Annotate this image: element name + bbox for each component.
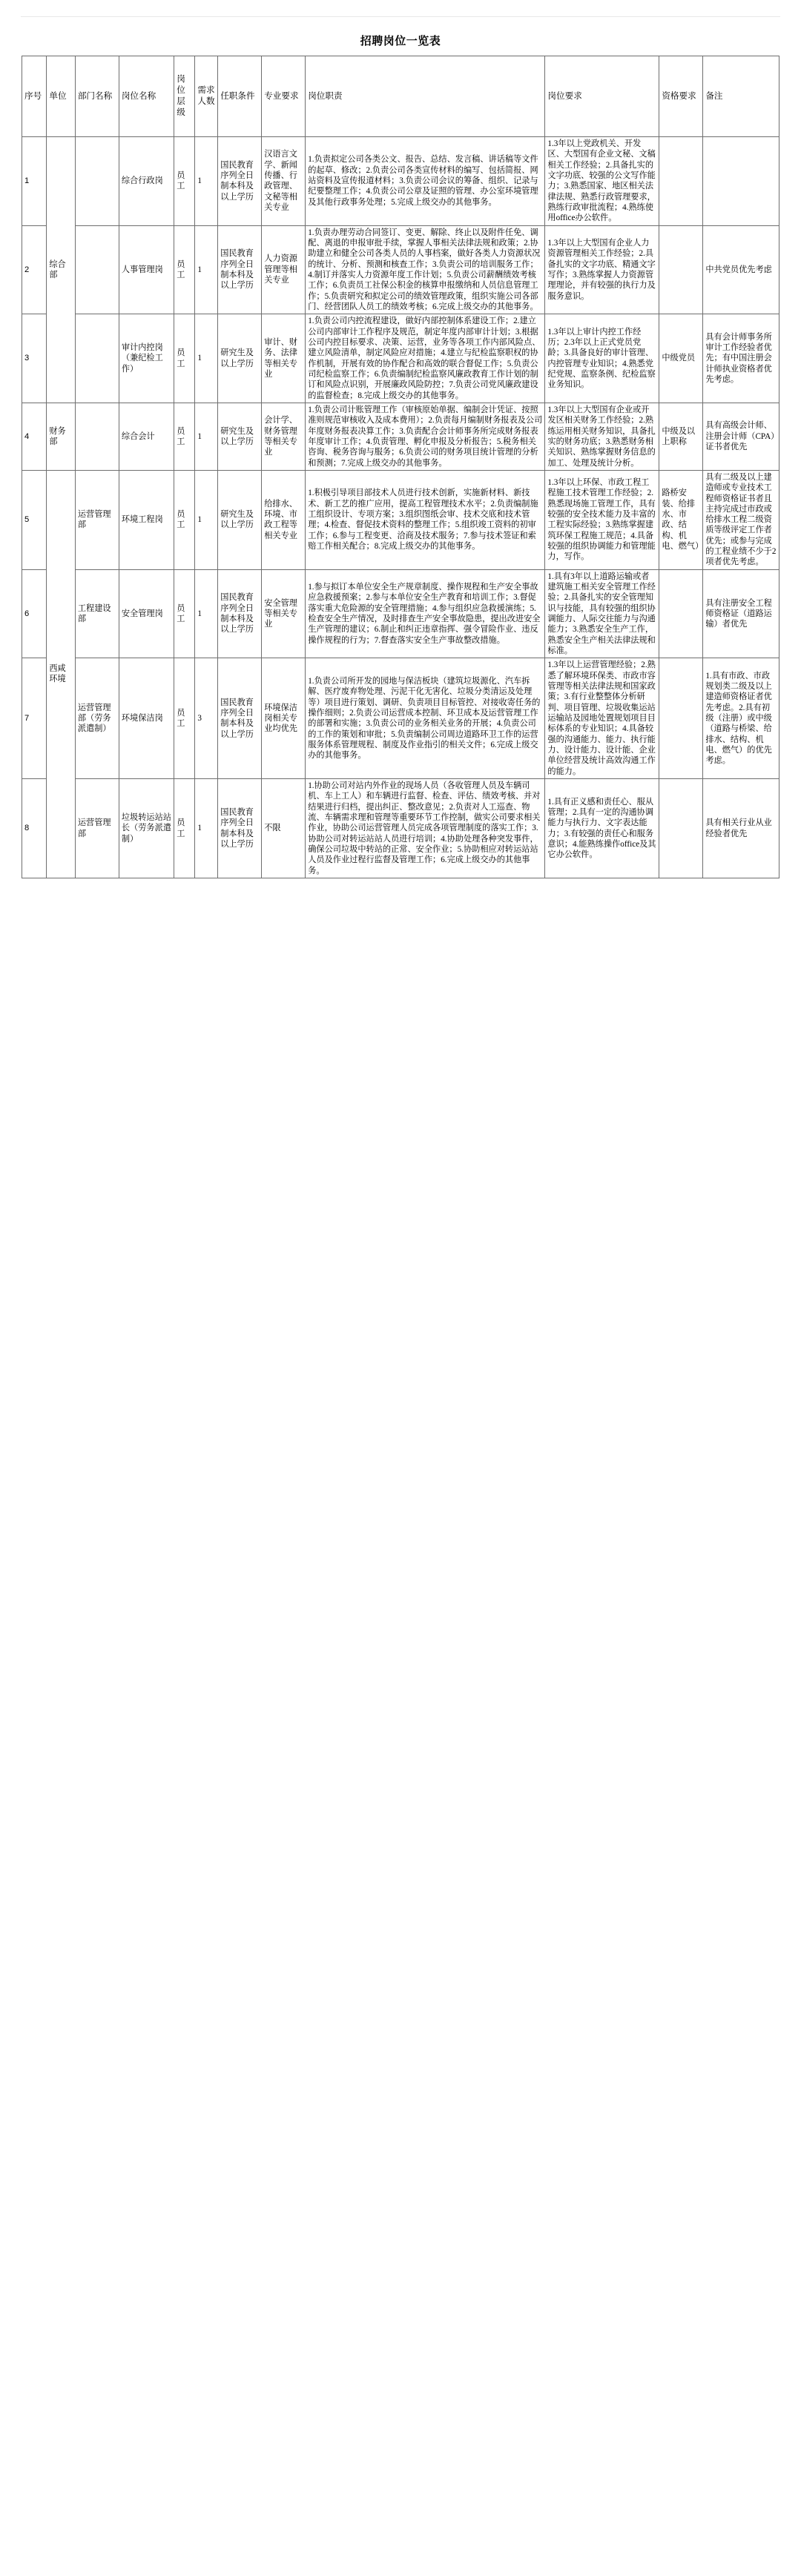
header-duty: 岗位职责: [306, 56, 545, 137]
header-level: 岗位层级: [174, 56, 195, 137]
cell-seq: 3: [22, 314, 47, 403]
cell-note: 具有注册安全工程师资格证（道路运输）者优先: [703, 569, 779, 658]
cell-count: 1: [195, 137, 218, 226]
cell-note: 具有高级会计师、注册会计师（CPA）证书者优先: [703, 403, 779, 470]
cell-count: 1: [195, 225, 218, 314]
cell-condition: 研究生及以上学历: [218, 470, 262, 569]
cell-count: 1: [195, 470, 218, 569]
cell-note: 具有会计师事务所审计工作经验者优先；有中国注册会计师执业资格者优先考虑。: [703, 314, 779, 403]
cell-note: 1.具有市政、市政规划类二级及以上建造师资格证者优先考虑。2.具有初级（注册）或中级（道路与桥梁、给排水、结构、机电、燃气）的优先考虑。: [703, 658, 779, 779]
cell-dept: 运营管理部（劳务派遣制）: [75, 658, 119, 779]
cell-qualification: [659, 779, 703, 878]
recruitment-positions-table: [22, 56, 779, 878]
cell-major: 安全管理等相关专业: [262, 569, 306, 658]
header-requirement: 岗位要求: [545, 56, 659, 137]
cell-condition: 国民教育序列全日制本科及以上学历: [218, 658, 262, 779]
cell-condition: 研究生及以上学历: [218, 314, 262, 403]
cell-qualification: [659, 225, 703, 314]
cell-post: 环境工程岗: [119, 470, 174, 569]
cell-major: 给排水、环境、市政工程等相关专业: [262, 470, 306, 569]
cell-unit: 西咸环境: [47, 470, 75, 878]
cell-seq: 8: [22, 779, 47, 878]
cell-major: 会计学、财务管理等相关专业: [262, 403, 306, 470]
cell-requirement: 1.3年以上环保、市政工程工程施工技术管理工作经验；2.熟悉现场施工管理工作，具有较强的安全技术能力及丰富的工程实际经验；3.熟练掌握建筑环保工程施工规范；4.具备较强的组织协调能力和管理能力，写作。: [545, 470, 659, 569]
cell-note: 中共党员优先考虑: [703, 225, 779, 314]
header-qualification: 资格要求: [659, 56, 703, 137]
cell-level: 员工: [174, 658, 195, 779]
cell-requirement: 1.3年以上党政机关、开发区、大型国有企业文秘、文稿相关工作经验；2.具备扎实的文字功底、较强的公文写作能力；3.熟悉国家、地区相关法律法规、熟悉行政管理要求，熟练行政审批流程；4.熟练使用office办公软件。: [545, 137, 659, 226]
table-row: [22, 403, 779, 470]
cell-seq: 1: [22, 137, 47, 226]
header-major: 专业要求: [262, 56, 306, 137]
cell-qualification: [659, 658, 703, 779]
cell-count: 1: [195, 569, 218, 658]
cell-major: 环境保洁岗相关专业均优先: [262, 658, 306, 779]
cell-post: 安全管理岗: [119, 569, 174, 658]
cell-dept: [75, 137, 119, 226]
cell-level: 员工: [174, 779, 195, 878]
header-unit: 单位: [47, 56, 75, 137]
table-row: [22, 569, 779, 658]
cell-unit: 综合部: [47, 137, 75, 403]
cell-duty: 1.负责办理劳动合同签订、变更、解除、终止以及附件任免、调配、离退的申报审批手续，掌握人事相关法律法规和政策；2.协助建立和健全公司各类人员的人事档案，做好各类人力资源状况的统计、分析、预测和核查工作；3.负责公司的培训服务工作；4.制订并落实人力资源年度工作计划；5.负责公司薪酬绩效考核工作；6.负责员工社保公积金的核算申报缴纳和人员信息管理工作；5.负责研究和拟定公司的绩效管理政策，组织实施公司各部门、经营团队人员工的绩效考核；6.完成上级交办的其他事务。: [306, 225, 545, 314]
cell-duty: 1.负责公司所开发的园地与保洁板块（建筑垃圾源化、汽车拆解、医疗废弃物处理、污泥干化无害化、垃圾分类清运及处理等）项目进行策划、调研、负责项目目标管控、对接收寄任务的操作细则；2.负责公司运营成本控制、环卫成本及运营管理工作的部署和实施；3.负责公司的业务相关业务的开展；4.负责公司的工作的策划和审批；5.负责编制公司周边道路环卫工作的运营服务体系管理规程、制度及作业指引的相关文件；6.完成上级交办的其他事务。: [306, 658, 545, 779]
cell-qualification: [659, 137, 703, 226]
page-title: 招聘岗位一览表: [360, 35, 441, 47]
header-condition: 任职条件: [218, 56, 262, 137]
cell-major: 汉语言文学、新闻传播、行政管理、文秘等相关专业: [262, 137, 306, 226]
cell-post: 环境保洁岗: [119, 658, 174, 779]
cell-level: 员工: [174, 569, 195, 658]
cell-duty: 1.协助公司对站内外作业的现场人员（各收管理人员及车辆司机、车上工人）和车辆进行监督、检查、评估、绩效考核、并对结果进行归档，提出纠正、整改意见；2.负责对人工巡查、物流、车辆需求理和管理等重要环节工作控制，做实公司要求相关作业，协助公司运营管理人员完成各项管理制度的落实工作；3.协助公司对转运站站人员进行培训；4.协助处理各种突发事件，确保公司垃圾中转站的正常、安全作业；5.协助相应对转运站站人员及作业过程行监督及管理工作；6.完成上级交办的其他事务。: [306, 779, 545, 878]
cell-level: 员工: [174, 314, 195, 403]
cell-major: 不限: [262, 779, 306, 878]
header-seq: 序号: [22, 56, 47, 137]
cell-duty: 1.积极引导项目部技术人员进行技术创新，实施新材料、新技术、新工艺的推广应用，提高工程管理技术水平；2.负责编制施工组织设计、专项方案；3.组织图纸会审、技术交底和技术管理；4.检查、督促技术资料的整理工作；5.组织竣工资料的初审工作；6.参与工程变更、洽商及技术服务；7.参与技术签证和索赔工作相关配合；8.完成上级交办的其他事务。: [306, 470, 545, 569]
table-row: [22, 137, 779, 226]
cell-qualification: 中级及以上职称: [659, 403, 703, 470]
cell-level: 员工: [174, 137, 195, 226]
cell-condition: 国民教育序列全日制本科及以上学历: [218, 137, 262, 226]
cell-count: 1: [195, 779, 218, 878]
cell-post: 综合会计: [119, 403, 174, 470]
cell-condition: 国民教育序列全日制本科及以上学历: [218, 569, 262, 658]
cell-post: 综合行政岗: [119, 137, 174, 226]
cell-note: [703, 137, 779, 226]
header-row: [22, 56, 779, 137]
cell-requirement: 1.具有3年以上道路运输或者建筑施工相关安全管理工作经验；2.具备扎实的安全管理知识与技能，具有较强的组织协调能力、人际交往能力与沟通能力；3.熟悉安全生产工作，熟悉安全生产相关法律法规和标准。: [545, 569, 659, 658]
cell-dept: 工程建设部: [75, 569, 119, 658]
cell-seq: 5: [22, 470, 47, 569]
cell-condition: 研究生及以上学历: [218, 403, 262, 470]
cell-level: 员工: [174, 470, 195, 569]
cell-major: 人力资源管理等相关专业: [262, 225, 306, 314]
cell-duty: 1.参与拟订本单位安全生产规章制度、操作规程和生产安全事故应急救援预案；2.参与本单位安全生产教育和培训工作；3.督促落实重大危险源的安全管理措施；4.参与组织应急救援演练；5.检查安全生产情况，及时排查生产安全事故隐患，提出改进安全生产管理的建议；6.制止和纠正违章指挥、强令冒险作业、违反操作规程的行为；7.督查落实安全生产事故整改措施。: [306, 569, 545, 658]
cell-note: 具有二级及以上建造师或专业技术工程师资格证书者且主持完成过市政或给排水工程二级资质等级评定工作者优先；或参与完成的工程业绩不少于2项者优先考虑。: [703, 470, 779, 569]
cell-post: 垃圾转运站站长（劳务派遣制）: [119, 779, 174, 878]
cell-qualification: [659, 569, 703, 658]
cell-seq: 6: [22, 569, 47, 658]
cell-unit: 财务部: [47, 403, 75, 470]
cell-count: 1: [195, 314, 218, 403]
cell-seq: 7: [22, 658, 47, 779]
cell-post: 审计内控岗（兼纪检工作）: [119, 314, 174, 403]
table-row: [22, 470, 779, 569]
header-note: 备注: [703, 56, 779, 137]
header-dept: 部门名称: [75, 56, 119, 137]
cell-requirement: 1.3年以上审计内控工作经历；2.3年以上正式党员党龄；3.具备良好的审计管理、内控管理专业知识；4.熟悉党纪党规、监察条例、纪检监察业务知识。: [545, 314, 659, 403]
cell-requirement: 1.具有正义感和责任心、服从管理；2.具有一定的沟通协调能力与执行力、文字表达能力；3.有较强的责任心和服务意识；4.能熟练操作office及其它办公软件。: [545, 779, 659, 878]
table-row: [22, 658, 779, 779]
cell-condition: 国民教育序列全日制本科及以上学历: [218, 225, 262, 314]
cell-dept: 运营管理部: [75, 779, 119, 878]
header-post: 岗位名称: [119, 56, 174, 137]
cell-dept: [75, 314, 119, 403]
cell-dept: [75, 403, 119, 470]
cell-requirement: 1.3年以上运营管理经验；2.熟悉了解环境环保类、市政市容管理等相关法律法规和国家政策；3.有行业整整体分析研判、项目管理、垃圾收集运站运输站及园地处置规划项目目标体系的专业知识；4.具备较强的沟通能力、能力、执行能力、设计能力、设计能、企业单位经营及统计高效沟通工作的能力。: [545, 658, 659, 779]
cell-qualification: 中级党员: [659, 314, 703, 403]
table-row: [22, 314, 779, 403]
cell-level: 员工: [174, 403, 195, 470]
cell-count: 1: [195, 403, 218, 470]
cell-duty: 1.负责公司内控流程建设，做好内部控制体系建设工作；2.建立公司内部审计工作程序及规范，制定年度内部审计计划；3.根据公司内控目标要求、决策、运营，业务等各项工作内部风险点、建立风险清单，制定风险应对措施；4.建立与纪检监察职权的协作机制，开展有效的协作配合和高效的联合督促工作；5.负责公司纪检监察工作；6.负责编制纪检监察风廉政教育工作计划的制订和风险点识别，开展廉政风险防控；7.负责公司党风廉政建设的监督检查；8.完成上级交办的其他事务。: [306, 314, 545, 403]
top-divider: [21, 16, 780, 17]
cell-duty: 1.负责拟定公司各类公文、报告、总结、发言稿、讲话稿等文件的起草、修改；2.负责公司各类宣传材料的编写、包括简报、网站资料及宣传报道材料；3.负责公司会议的筹备、组织、记录与纪要整理工作；4.负责公司公章及证照的管理、办公室环境管理及其他行政事务处理；5.完成上级交办的其他事务。: [306, 137, 545, 226]
cell-seq: 4: [22, 403, 47, 470]
cell-note: 具有相关行业从业经验者优先: [703, 779, 779, 878]
cell-dept: [75, 225, 119, 314]
cell-level: 员工: [174, 225, 195, 314]
cell-major: 审计、财务、法律等相关专业: [262, 314, 306, 403]
cell-dept: 运营管理部: [75, 470, 119, 569]
cell-seq: 2: [22, 225, 47, 314]
table-header: [22, 56, 779, 137]
cell-count: 3: [195, 658, 218, 779]
cell-qualification: 路桥安装、给排水、市政、结构、机电、燃气）: [659, 470, 703, 569]
table-row: [22, 225, 779, 314]
table-row: [22, 779, 779, 878]
cell-requirement: 1.3年以上大型国有企业或开发区相关财务工作经验；2.熟练运用相关财务知识，具备扎实的财务功底；3.熟悉财务相关知识、熟练掌握财务信息的加工、处理及统计分析。: [545, 403, 659, 470]
header-count: 需求人数: [195, 56, 218, 137]
cell-condition: 国民教育序列全日制本科及以上学历: [218, 779, 262, 878]
cell-requirement: 1.3年以上大型国有企业人力资源管理相关工作经验；2.具备扎实的文字功底、精通文字写作；3.熟练掌握人力资源管理理论，并有较强的执行力及服务意识。: [545, 225, 659, 314]
cell-post: 人事管理岗: [119, 225, 174, 314]
table-body: [22, 137, 779, 878]
cell-duty: 1.负责公司计账管理工作（审核原始单据、编制会计凭证、按照准则规范审核收入及成本费用）；2.负责每月编制财务报表及公司年度财务报表决算工作；3.负责配合会计师事务所完成财务报表年度审计工作；4.负责管理、孵化申报及分析报告；5.税务相关咨询、税务咨询与服务；6.负责公司的财务项目统计管理的分析和预测；7.完成上级交办的其他事务。: [306, 403, 545, 470]
